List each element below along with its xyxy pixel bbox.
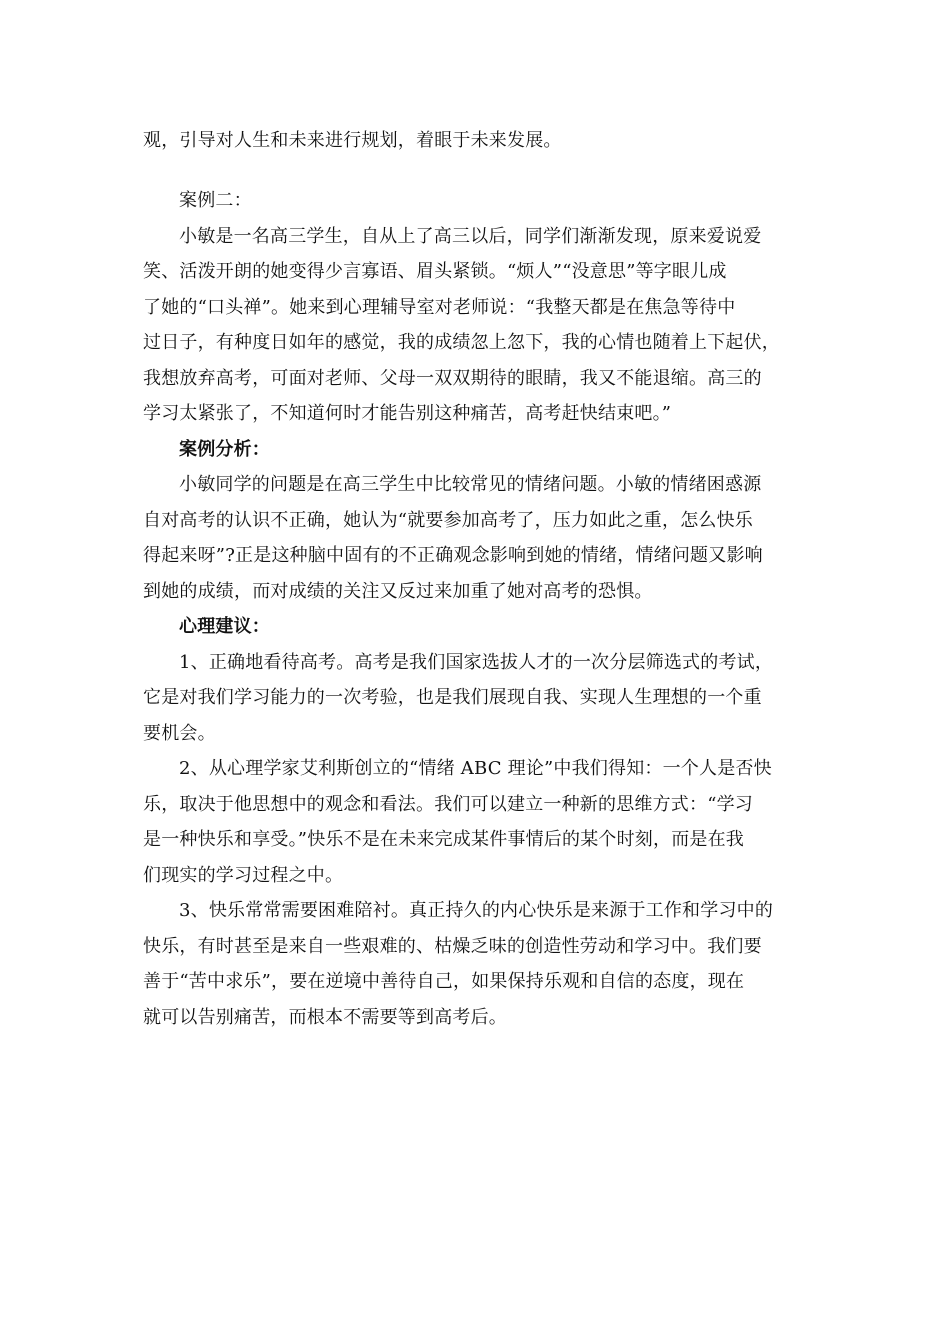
advice-item-3 bbox=[143, 893, 813, 1035]
intro-paragraph bbox=[143, 123, 813, 159]
case-two-line: 学习太紧张了，不知道何时才能告别这种痛苦，高考赶快结束吧。” bbox=[143, 403, 672, 424]
case-two-paragraph bbox=[143, 219, 813, 432]
case-two-line: 我想放弃高考，可面对老师、父母一双双期待的眼睛，我又不能退缩。高三的 bbox=[143, 367, 762, 389]
intro-continuation: 观，引导对人生和未来进行规划，着眼于未来发展。 bbox=[143, 130, 562, 151]
advice-line: 们现实的学习过程之中。 bbox=[143, 864, 344, 886]
case-two-line: 过日子，有种度日如年的感觉，我的成绩忽上忽下，我的心情也随着上下起伏， bbox=[143, 332, 780, 353]
advice-item-2 bbox=[143, 751, 813, 893]
case-two-section bbox=[143, 183, 813, 1035]
analysis-line: 到她的成绩，而对成绩的关注又反过来加重了她对高考的恐惧。 bbox=[143, 580, 653, 602]
analysis-line: 得起来呀”?正是这种脑中固有的不正确观念影响到她的情绪，情绪问题又影响 bbox=[143, 545, 763, 566]
advice-line: 是一种快乐和享受。”快乐不是在未来完成某件事情后的某个时刻，而是在我 bbox=[143, 829, 744, 850]
advice-line: 乐，取决于他思想中的观念和看法。我们可以建立一种新的思维方式：“学习 bbox=[143, 793, 753, 815]
case-two-line: 小敏是一名高三学生，自从上了高三以后，同学们渐渐发现，原来爱说爱 bbox=[179, 225, 762, 247]
advice-line: 要机会。 bbox=[143, 722, 216, 744]
advice-line: 2、从心理学家艾利斯创立的“情绪 ABC 理论”中我们得知：一个人是否快 bbox=[179, 758, 772, 779]
advice-item-1 bbox=[143, 645, 813, 752]
advice-line: 快乐，有时甚至是来自一些艰难的、枯燥乏味的创造性劳动和学习中。我们要 bbox=[143, 935, 762, 957]
advice-line: 1、正确地看待高考。高考是我们国家选拔人才的一次分层筛选式的考试， bbox=[179, 651, 774, 673]
advice-line: 它是对我们学习能力的一次考验，也是我们展现自我、实现人生理想的一个重 bbox=[143, 687, 762, 708]
advice-heading: 心理建议： bbox=[179, 616, 270, 637]
advice-line: 善于“苦中求乐”，要在逆境中善待自己，如果保持乐观和自信的态度，现在 bbox=[143, 971, 745, 992]
analysis-heading: 案例分析： bbox=[179, 438, 270, 460]
analysis-line: 自对高考的认识不正确，她认为“就要参加高考了，压力如此之重，怎么快乐 bbox=[143, 509, 753, 531]
case-two-line: 笑、活泼开朗的她变得少言寡语、眉头紧锁。“烦人”“没意思”等字眼儿成 bbox=[143, 261, 727, 282]
advice-line: 就可以告别痛苦，而根本不需要等到高考后。 bbox=[143, 1006, 507, 1028]
advice-line: 3、快乐常常需要困难陪衬。真正持久的内心快乐是来源于工作和学习中的 bbox=[179, 900, 774, 921]
case-two-title: 案例二： bbox=[179, 190, 252, 211]
analysis-line: 小敏同学的问题是在高三学生中比较常见的情绪问题。小敏的情绪困惑源 bbox=[179, 474, 762, 495]
analysis-paragraph bbox=[143, 467, 813, 609]
case-two-line: 了她的“口头禅”。她来到心理辅导室对老师说：“我整天都是在焦急等待中 bbox=[143, 296, 736, 318]
